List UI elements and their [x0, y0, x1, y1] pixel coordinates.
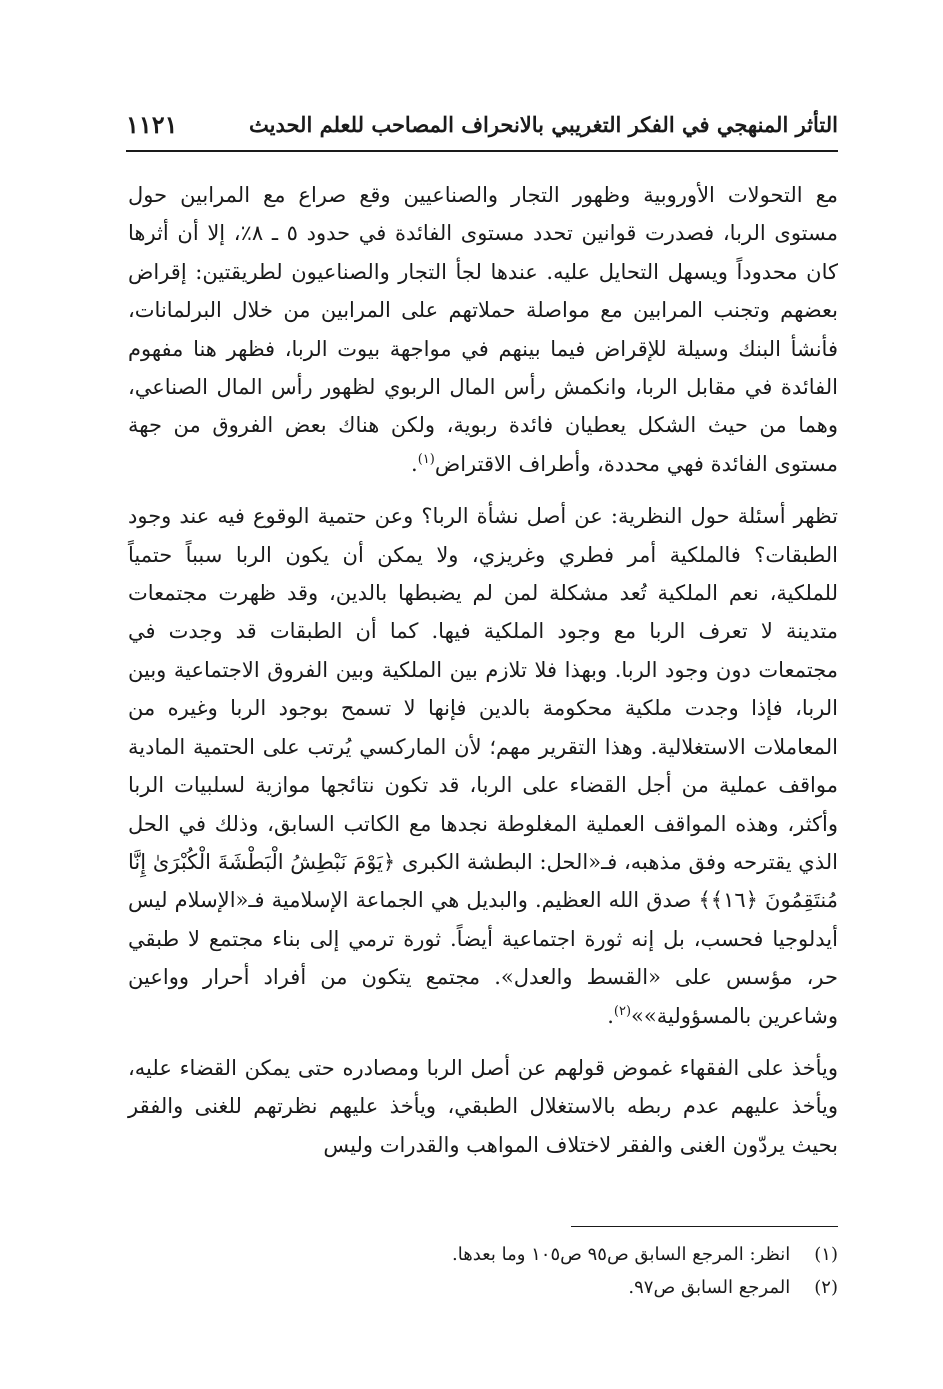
footnote-1 [238, 1238, 838, 1271]
paragraph-2-text: تظهر أسئلة حول النظرية: عن أصل نشأة الربا؟ وعن حتمية الوقوع فيه عند وجود الطبقات؟ فالملكية أمر فطري وغريزي، ولا يمكن أن يكون الربا سبباً حتمياً للملكية، نعم الملكية تُعد مشكلة لمن لم يضبطها بالدين، وقد ظهرت مجتمعات متدينة لا تعرف الربا مع وجود الملكية فيها. كما أن الطبقات قد وجدت في مجتمعات دون وجود الربا. وبهذا فلا تلازم بين الملكية وبين الفروق الاجتماعية وبين الربا، فإذا وجدت ملكية محكومة بالدين فإنها لا تسمح بوجود الربا وغيره من المعاملات الاستغلالية. وهذا التقرير مهم؛ لأن الماركسي يُرتب على الحتمية المادية مواقف عملية من أجل القضاء على الربا، قد تكون نتائجها موازية لسلبيات الربا وأكثر، وهذه المواقف العملية المغلوطة نجدها مع الكاتب السابق، وذلك في الحل الذي يقترحه وفق مذهبه، فـ«الحل: البطشة الكبرى ﴿يَوْمَ نَبْطِشُ الْبَطْشَةَ الْكُبْرَىٰ إِنَّا مُنتَقِمُونَ ﴿١٦﴾﴾ صدق الله العظيم. والبديل هي الجماعة الإسلامية فـ«الإسلام ليس أيدلوجيا فحسب، بل إنه ثورة اجتماعية أيضاً. ثورة ترمي إلى بناء مجتمع لا طبقي حر، مؤسس على «القسط والعدل». مجتمع يتكون من أفراد أحرار وواعين وشاعرين بالمسؤولية»» [128, 504, 838, 1028]
page-header [126, 108, 838, 148]
footnotes [238, 1238, 838, 1304]
header-rule [126, 150, 838, 152]
footnote-2 [238, 1271, 838, 1304]
paragraph-3 [128, 1049, 838, 1164]
paragraph-2-end: . [607, 1003, 614, 1028]
footnote-1-number: (١) [814, 1244, 838, 1265]
footnote-2-number: (٢) [814, 1277, 838, 1298]
footnote-rule [571, 1226, 838, 1227]
paragraph-3-text: ويأخذ على الفقهاء غموض قولهم عن أصل الربا ومصادره حتى يمكن القضاء عليه، ويأخذ عليهم عدم ربطه بالاستغلال الطبقي، ويأخذ عليهم نظرتهم للغنى والفقر بحيث يردّون الغنى والفقر لاختلاف المواهب والقدرات وليس [128, 1055, 838, 1157]
paragraph-1-text: مع التحولات الأوروبية وظهور التجار والصناعيين وقع صراع مع المرابين حول مستوى الربا، فصدرت قوانين تحدد مستوى الفائدة في حدود ٥ ـ ٨٪، إلا أن أثرها كان محدوداً ويسهل التحايل عليه. عندها لجأ التجار والصناعيون لطريقتين: إقراض بعضهم وتجنب المرابين مع مواصلة حملاتهم على المرابين من خلال البرلمانات، فأنشأ البنك وسيلة للإقراض فيما بينهم في مواجهة بيوت الربا، فظهر هنا مفهوم الفائدة في مقابل الربا، وانكمش رأس المال الربوي لظهور رأس المال الصناعي، وهما من حيث الشكل يعطيان فائدة ربوية، ولكن هناك بعض الفروق من جهة مستوى الفائدة فهي محددة، وأطراف الاقتراض [128, 183, 839, 476]
footnote-ref-2[interactable]: (٢) [613, 1003, 632, 1019]
footnote-2-text: المرجع السابق ص٩٧. [628, 1277, 791, 1298]
paragraph-2 [128, 497, 838, 1035]
paragraph-1 [128, 176, 838, 483]
page-number: ١١٢١ [126, 110, 178, 139]
running-title: التأثر المنهجي في الفكر التغريبي بالانحراف المصاحب للعلم الحديث [249, 112, 838, 137]
footnote-1-text: انظر: المرجع السابق ص٩٥ ص١٠٥ وما بعدها. [452, 1244, 791, 1265]
footnote-ref-1[interactable]: (١) [417, 451, 435, 467]
body-text [128, 176, 838, 1164]
paragraph-1-end: . [411, 451, 418, 476]
